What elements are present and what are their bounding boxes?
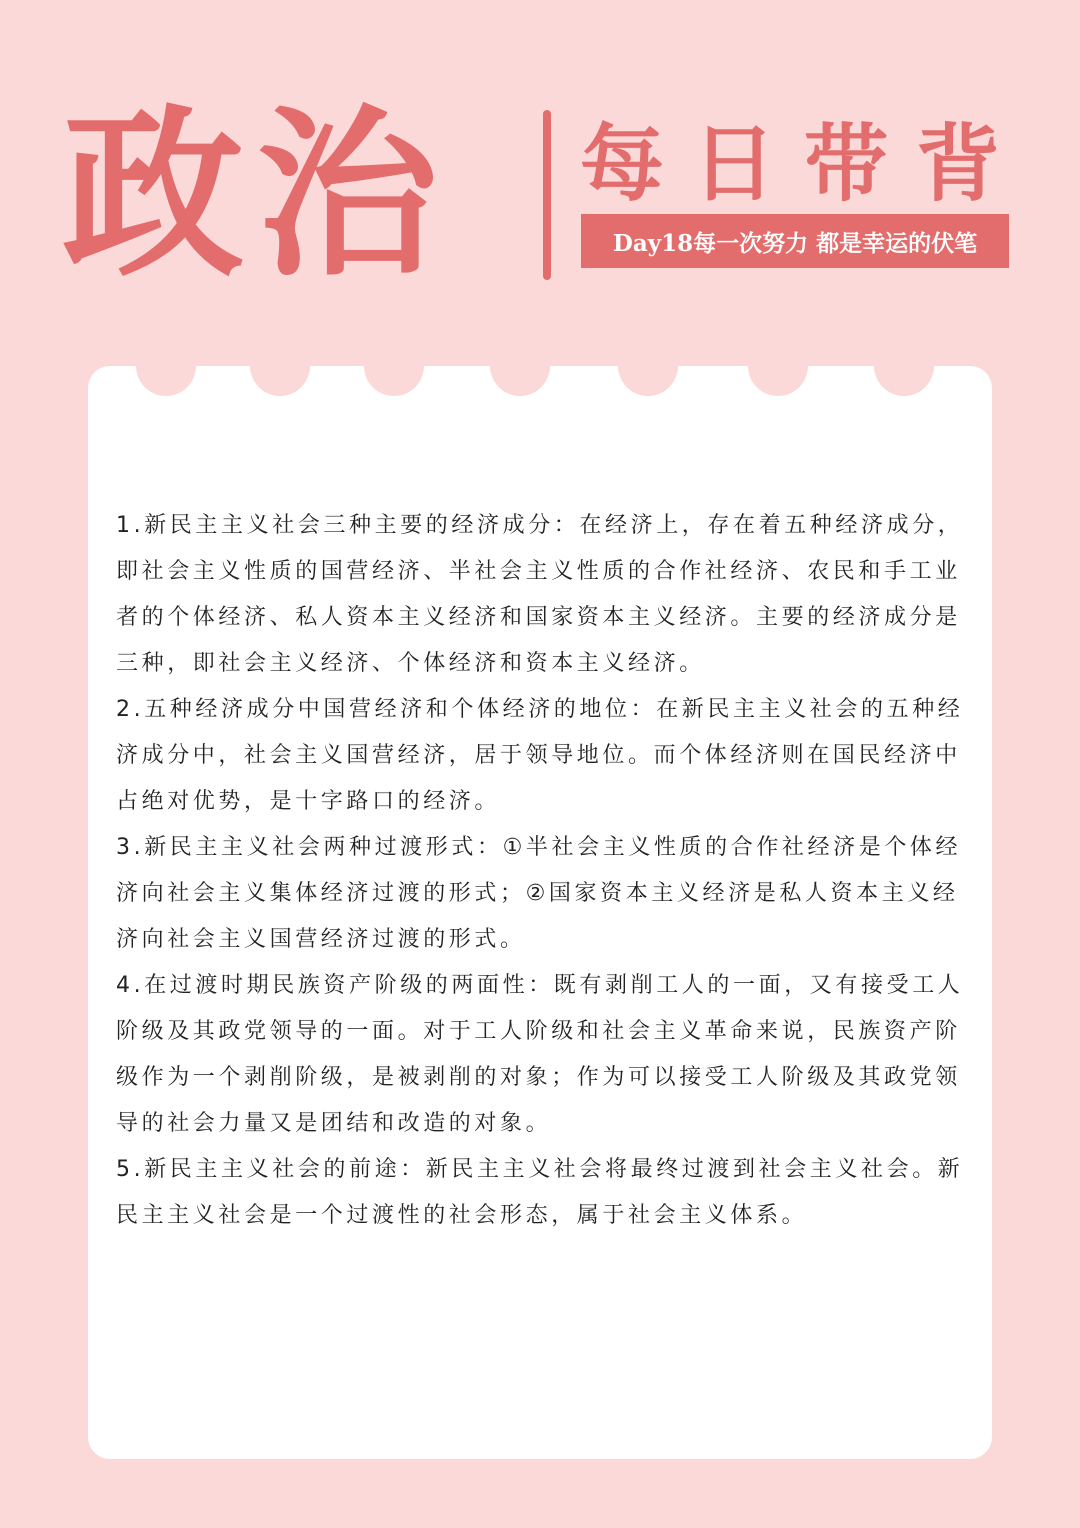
page-subtitle: 每日带背 (580, 115, 1029, 213)
content-body (116, 503, 968, 1239)
content-item-3: 3.新民主主义社会两种过渡形式：①半社会主义性质的合作社经济是个体经济向社会主义集体经济过渡的形式；②国家资本主义经济是私人资本主义经济向社会主义国营经济过渡的形式。 (116, 835, 962, 952)
content-item-4: 4.在过渡时期民族资产阶级的两面性：既有剥削工人的一面，又有接受工人阶级及其政党领导的一面。对于工人阶级和社会主义革命来说，民族资产阶级作为一个剥削阶级，是被剥削的对象；作为可以接受工人阶级及其政党领导的社会力量又是团结和改造的对象。 (116, 973, 964, 1136)
card-notch (364, 336, 424, 396)
card-notch (748, 336, 808, 396)
content-item-2: 2.五种经济成分中国营经济和个体经济的地位：在新民主主义社会的五种经济成分中，社会主义国营经济，居于领导地位。而个体经济则在国民经济中占绝对优势，是十字路口的经济。 (116, 697, 964, 814)
motto-banner (581, 214, 1009, 268)
content-item-1: 1.新民主主义社会三种主要的经济成分：在经济上，存在着五种经济成分，即社会主义性质的国营经济、半社会主义性质的合作社经济、农民和手工业者的个体经济、私人资本主义经济和国家资本主义经济。主要的经济成分是三种，即社会主义经济、个体经济和资本主义经济。 (116, 513, 964, 676)
card-notch (874, 336, 934, 396)
card-notch (618, 336, 678, 396)
content-item-5: 5.新民主主义社会的前途：新民主主义社会将最终过渡到社会主义社会。新民主主义社会是一个过渡性的社会形态，属于社会主义体系。 (116, 1157, 964, 1228)
card-notch (250, 336, 310, 396)
motto-text: Day18每一次努力 都是幸运的伏笔 (612, 229, 978, 257)
card-notch (490, 336, 550, 396)
title-divider (543, 110, 551, 280)
card-notch (136, 336, 196, 396)
page-title: 政治 (62, 89, 450, 301)
